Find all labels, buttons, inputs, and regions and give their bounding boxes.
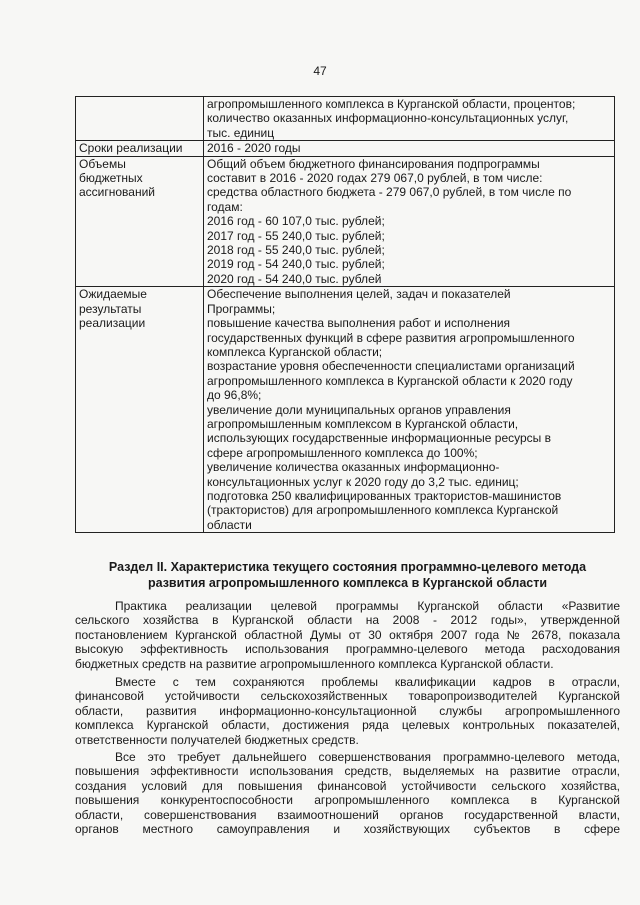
text-line: комплекса Курганской области; xyxy=(207,344,383,359)
text-line: 2017 год - 55 240,0 тыс. рублей; xyxy=(207,228,385,243)
text-line: Общий объем бюджетного финансирования подпрограммы xyxy=(207,156,540,171)
label-line: реализации xyxy=(79,316,146,331)
text-line: бюджетных средств на развитие агропромышленного комплекса Курганской области. xyxy=(75,656,554,671)
table-row xyxy=(76,141,615,156)
text-line: повышения эффективности использования средств, выделяемых на развитие отрасли, xyxy=(75,764,620,779)
row-content xyxy=(204,97,615,141)
text-line: количество оказанных информационно-консультационных услуг, xyxy=(207,111,569,126)
row-content xyxy=(204,156,615,287)
text-line: (трактористов) для агропромышленного комплекса Курганской xyxy=(207,503,559,518)
text-line: области, совершенствования взаимоотношений органов государственной власти, xyxy=(75,807,620,822)
text-line: подготовка 250 квалифицированных трактористов-машинистов xyxy=(207,488,562,503)
program-passport-table xyxy=(75,96,615,533)
text-line: государственных функций в сфере развития агропромышленного xyxy=(207,330,575,345)
paragraph-1 xyxy=(75,599,620,671)
row-content xyxy=(204,287,615,533)
label-line: Объемы xyxy=(79,156,126,171)
text-line: Программы; xyxy=(207,301,276,316)
row-label xyxy=(76,97,204,141)
text-line: высокую эффективность использования программно-целевого метода расходования xyxy=(75,642,620,657)
text-line: Все это требует дальнейшего совершенствования программно-целевого метода, xyxy=(115,750,620,764)
text-line: консультационных услуг к 2020 году до 3,2 тыс. единиц; xyxy=(207,474,519,489)
table-row xyxy=(76,287,615,533)
text-line: создания условий для повышения финансовой устойчивости сельского хозяйства, xyxy=(75,778,620,793)
heading-line: Раздел II. Характеристика текущего состояния программно-целевого метода xyxy=(108,560,587,574)
text-line: Обеспечение выполнения целей, задач и показателей xyxy=(207,287,511,302)
label-line: ассигнований xyxy=(79,185,156,200)
row-content xyxy=(204,141,615,156)
text-line: области xyxy=(207,517,252,532)
section-heading xyxy=(75,559,620,591)
heading-line: развития агропромышленного комплекса в Курганской области xyxy=(147,576,548,590)
text-line: до 96,8%; xyxy=(207,388,262,403)
text-line: сельского хозяйства в Курганской области на 2008 - 2012 годы», утвержденной xyxy=(75,613,620,628)
text-line: области, развития информационно-консультационной службы агропромышленного xyxy=(75,703,620,718)
label-line: результаты xyxy=(79,301,142,316)
text-line: постановлением Курганской областной Думы от 30 октября 2007 года № 2678, показала xyxy=(75,627,620,642)
text-line: агропромышленного комплекса в Курганской области, процентов; xyxy=(207,97,576,111)
text-line: Практика реализации целевой программы Курганской области «Развитие xyxy=(115,599,620,613)
text-line: увеличение доли муниципальных органов управления xyxy=(207,402,511,417)
paragraph-2 xyxy=(75,675,620,747)
text-line: агропромышленным комплексом в Курганской области, xyxy=(207,416,519,431)
text-line: годам: xyxy=(207,199,243,214)
page-number: 47 xyxy=(313,64,327,78)
table-row xyxy=(76,156,615,287)
row-label xyxy=(76,287,204,533)
text-line: агропромышленного комплекса в Курганской области к 2020 году xyxy=(207,373,573,388)
label-line: Ожидаемые xyxy=(79,287,147,302)
text-line: средства областного бюджета - 279 067,0 рублей, в том числе по xyxy=(207,185,572,200)
text-line: финансовой устойчивости сельскохозяйственных товаропроизводителей Курганской xyxy=(75,689,620,704)
text-line: 2018 год - 55 240,0 тыс. рублей; xyxy=(207,243,385,258)
paragraph-3 xyxy=(75,750,620,836)
text-line: составит в 2016 - 2020 годах 279 067,0 рублей, в том числе: xyxy=(207,171,543,186)
text-line: органов местного самоуправления и хозяйствующих субъектов в сфере xyxy=(75,822,620,837)
text-line: сфере агропромышленного комплекса до 100%; xyxy=(207,445,478,460)
row-label xyxy=(76,141,204,156)
text-line: комплекса Курганской области, достижения ряда целевых контрольных показателей, xyxy=(75,718,620,733)
text-line: Вместе с тем сохраняются проблемы квалификации кадров в отрасли, xyxy=(115,675,620,689)
text-line: 2019 год - 54 240,0 тыс. рублей; xyxy=(207,257,385,272)
text-line: увеличение количества оказанных информационно- xyxy=(207,460,500,475)
row-label xyxy=(76,156,204,287)
text-line: 2016 - 2020 годы xyxy=(207,141,301,156)
text-line: использующих государственные информационные ресурсы в xyxy=(207,431,552,446)
text-line: ответственности получателей бюджетных средств. xyxy=(75,732,359,747)
text-line: возрастание уровня обеспеченности специалистами организаций xyxy=(207,359,575,374)
label-line: бюджетных xyxy=(79,171,143,186)
text-line: повышения конкурентоспособности агропромышленного комплекса в Курганской xyxy=(75,793,620,808)
text-line: повышение качества выполнения работ и исполнения xyxy=(207,316,511,331)
text-line: 2020 год - 54 240,0 тыс. рублей xyxy=(207,271,382,286)
table-row xyxy=(76,97,615,141)
text-line: тыс. единиц xyxy=(207,125,275,140)
text-line: 2016 год - 60 107,0 тыс. рублей; xyxy=(207,214,385,229)
label-line: Сроки реализации xyxy=(79,141,183,156)
